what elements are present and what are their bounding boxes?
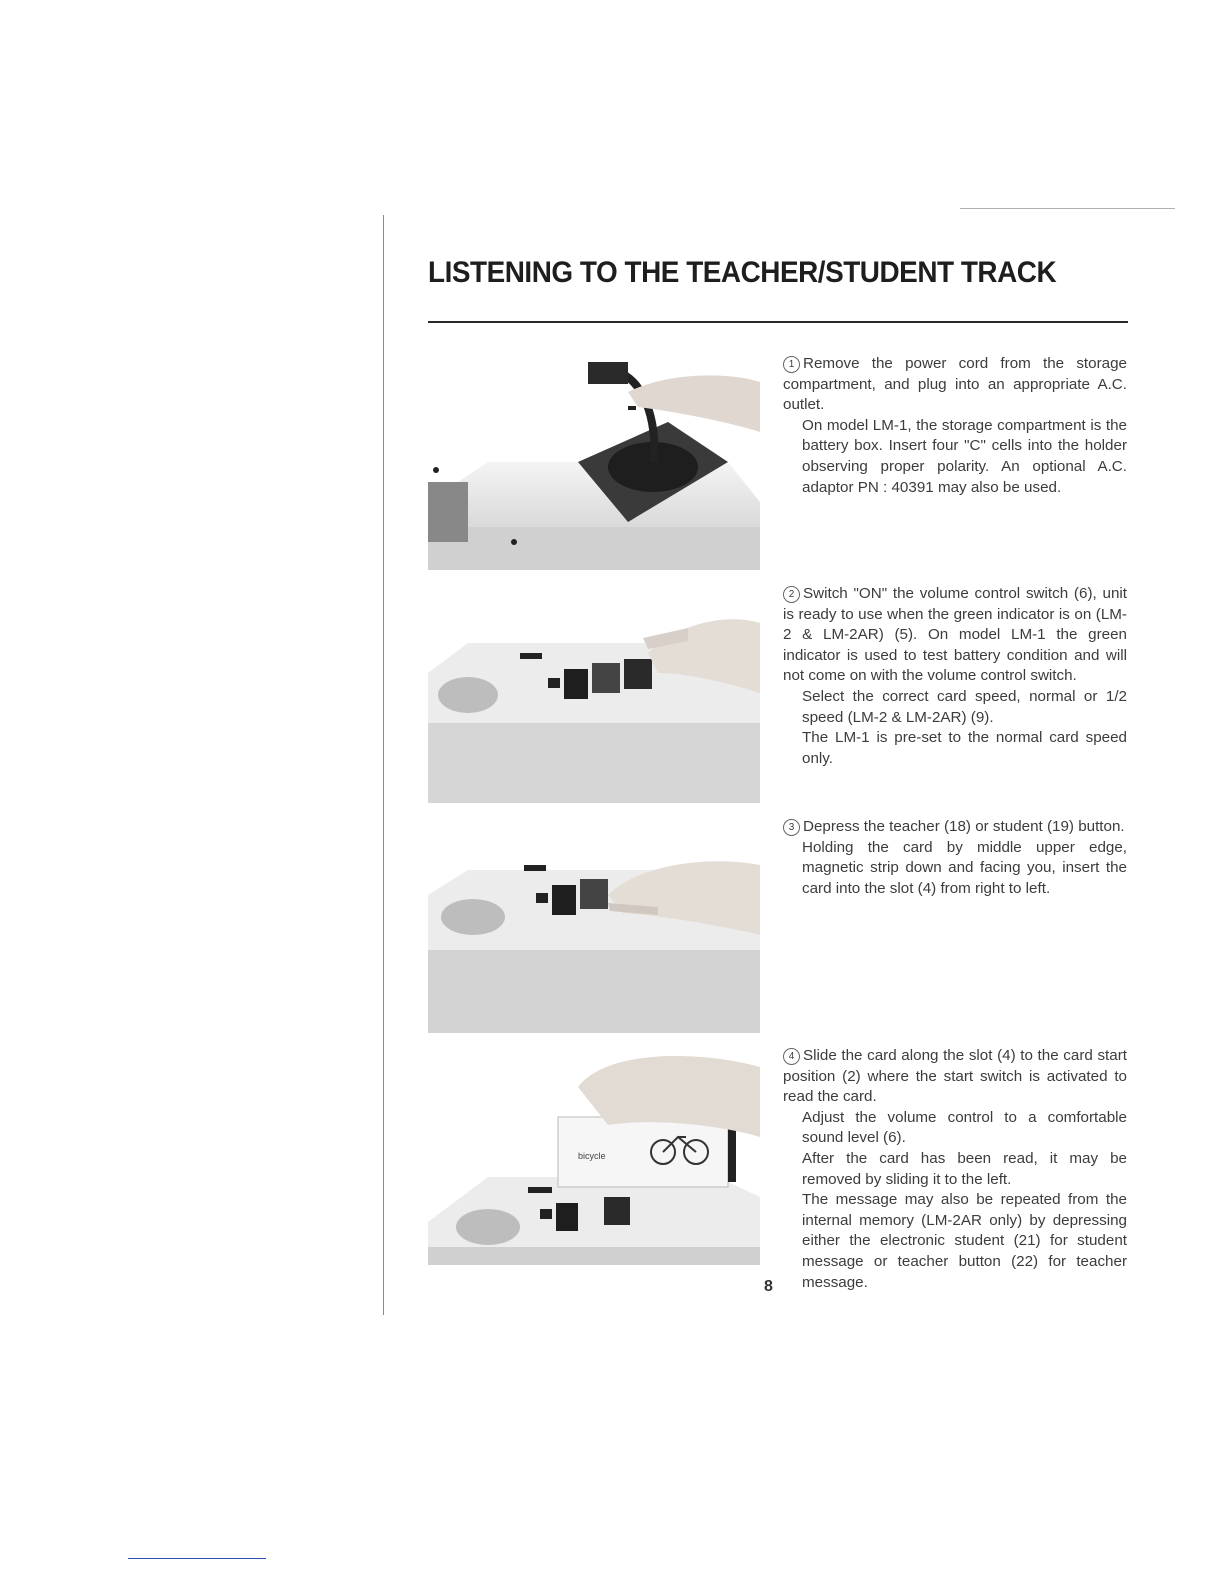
card-slide-photo-icon bbox=[428, 1047, 760, 1265]
volume-switch-photo-icon bbox=[428, 583, 760, 803]
step-2-text bbox=[783, 584, 1127, 769]
step-2-para-1: 2 Switch "ON" the volume control switch (6), unit is ready to use when the green indicator is on (LM-2 & LM-2AR) (5). On model LM-1 the green indicator is used to test battery condition and will not come on with the volume control switch. bbox=[783, 585, 1127, 685]
power-cord-plug-photo-icon bbox=[428, 352, 760, 570]
step-3-para-1: 3 Depress the teacher (18) or student (19) button. bbox=[783, 817, 1127, 838]
step-2-para-2: Select the correct card speed, normal or 1/2 speed (LM-2 & LM-2AR) (9). bbox=[802, 687, 1127, 726]
step-3-photo bbox=[428, 815, 760, 1033]
step-4-photo bbox=[428, 1047, 760, 1265]
step-1-para-1: 1 Remove the power cord from the storage compartment, and plug into an appropriate A.C. outlet. bbox=[783, 355, 1127, 414]
step-4-para-1: 4 Slide the card along the slot (4) to the card start position (2) where the start switch is activated to read the card. bbox=[783, 1047, 1127, 1106]
step-2-photo bbox=[428, 583, 760, 803]
footer-rule bbox=[128, 1558, 266, 1559]
step-1-photo bbox=[428, 352, 760, 570]
step-1-para-2: On model LM-1, the storage compartment is the battery box. Insert four "C" cells into the holder observing proper polarity. An optional A.C. adaptor PN : 40391 may also be used. bbox=[802, 416, 1127, 496]
step-4-para-2: Adjust the volume control to a comfortable sound level (6). bbox=[802, 1108, 1127, 1147]
page-number: 8 bbox=[764, 1278, 773, 1295]
teacher-button-photo-icon bbox=[428, 815, 760, 1033]
scan-left-edge-line bbox=[383, 215, 384, 1315]
title-rule bbox=[428, 321, 1128, 323]
step-3-text bbox=[783, 817, 1127, 899]
step-4-para-4: The message may also be repeated from the internal memory (LM-2AR only) by depressing either the electronic student (21) for student message or teacher button (22) for teacher message. bbox=[802, 1191, 1127, 1291]
scan-top-edge-line bbox=[960, 208, 1175, 209]
step-4-para-3: After the card has been read, it may be removed by sliding it to the left. bbox=[802, 1149, 1127, 1188]
step-1-text bbox=[783, 354, 1127, 498]
page-title: LISTENING TO THE TEACHER/STUDENT TRACK bbox=[428, 256, 1057, 289]
svg-text:bicycle: bicycle bbox=[578, 1151, 606, 1161]
step-3-para-2: Holding the card by middle upper edge, magnetic strip down and facing you, insert the card into the slot (4) from right to left. bbox=[802, 838, 1127, 897]
step-2-para-3: The LM-1 is pre-set to the normal card speed only. bbox=[802, 729, 1127, 767]
step-4-text bbox=[783, 1046, 1127, 1293]
